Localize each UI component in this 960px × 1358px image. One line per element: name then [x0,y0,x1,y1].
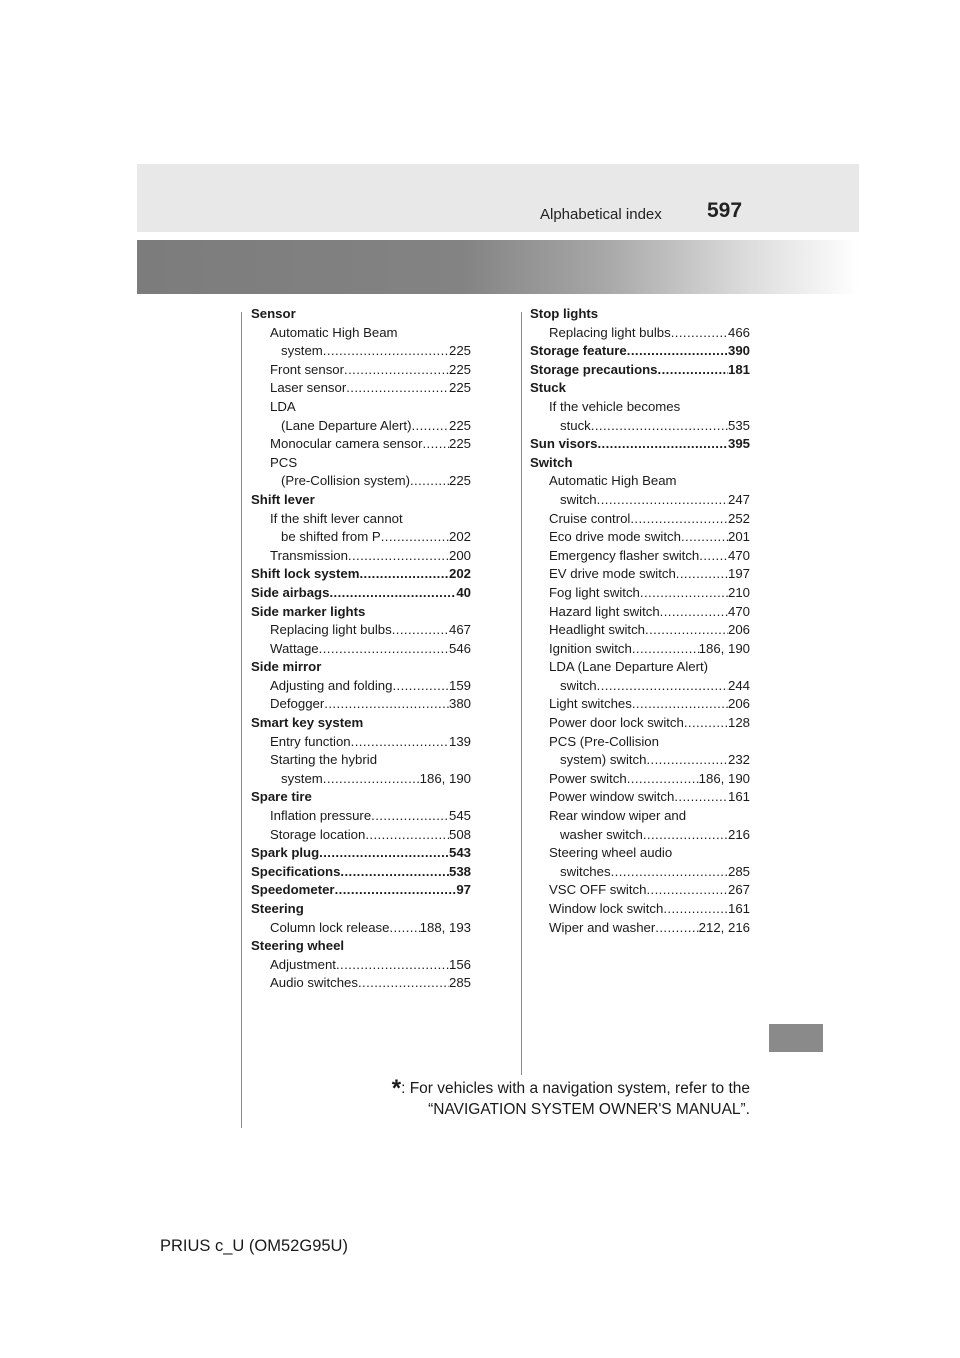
index-subentry [530,547,750,566]
index-heading [530,342,750,361]
entry-page-ref: 225 [448,361,471,377]
entry-label: Starting the hybrid [270,752,378,768]
entry-page-ref: 188, 193 [419,919,471,935]
entry-label: stuck [560,417,591,433]
entry-page-ref: 159 [448,677,471,693]
dot-leader [365,826,449,845]
dot-leader [351,733,449,752]
index-heading [251,844,471,863]
index-heading [530,454,750,473]
entry-page-ref: 156 [448,956,471,972]
entry-label: Stop lights [530,306,599,321]
entry-label: Fog light switch [549,584,640,600]
entry-label: (Lane Departure Alert) [281,417,412,433]
dot-leader [371,807,449,826]
entry-page-ref: 267 [727,882,750,898]
entry-label: switch [560,677,597,693]
entry-page-ref: 139 [448,733,471,749]
index-subentry [530,417,750,436]
dot-leader [319,844,449,863]
dot-leader [344,361,449,380]
entry-page-ref: 202 [448,566,471,582]
index-heading [530,305,750,324]
entry-label: Rear window wiper and [549,808,687,824]
index-subentry [251,919,471,938]
entry-label: Shift lock system [251,566,360,582]
entry-page-ref: 225 [448,473,471,489]
entry-page-ref: 390 [727,343,750,359]
entry-label: Smart key system [251,715,364,731]
entry-label: Storage precautions [530,361,658,377]
entry-label: PCS [270,454,298,470]
entry-page-ref: 197 [727,566,750,582]
dot-leader [597,677,728,696]
index-heading [251,584,471,603]
index-subentry [251,770,471,789]
entry-page-ref: 470 [727,547,750,563]
index-subentry [530,398,750,417]
entry-label: Light switches [549,696,632,712]
index-heading [530,361,750,380]
entry-page-ref: 380 [448,696,471,712]
index-subentry [530,900,750,919]
dot-leader [671,324,728,343]
dot-leader [591,417,728,436]
entry-page-ref: 161 [727,789,750,805]
entry-label: Stuck [530,380,566,396]
entry-label: Wiper and washer [549,919,656,935]
entry-page-ref: 247 [727,491,750,507]
entry-label: Ignition switch [549,640,632,656]
dot-leader [348,547,449,566]
index-subentry [530,603,750,622]
entry-label: Speedometer [251,882,335,898]
dot-leader [597,491,728,510]
entry-label: Storage feature [530,343,627,359]
index-heading [251,881,471,900]
entry-label: Hazard light switch [549,603,660,619]
dot-leader [381,528,449,547]
dot-leader [632,695,728,714]
dot-leader [646,881,728,900]
entry-page-ref: 545 [448,808,471,824]
index-subentry [251,324,471,343]
entry-label: Replacing light bulbs [549,324,671,340]
entry-page-ref: 470 [727,603,750,619]
entry-label: Headlight switch [549,622,646,638]
index-heading [251,863,471,882]
index-subentry [251,342,471,361]
index-subentry [251,435,471,454]
entry-page-ref: 97 [456,882,471,898]
dot-leader [422,435,449,454]
entry-label: Side marker lights [251,603,366,619]
index-column-left [251,305,471,993]
index-subentry [530,677,750,696]
entry-label: Monocular camera sensor [270,436,423,452]
index-subentry [530,844,750,863]
index-subentry [530,881,750,900]
index-subentry [251,956,471,975]
entry-page-ref: 225 [448,343,471,359]
entry-page-ref: 538 [448,863,471,879]
decorative-gradient-band [137,240,859,294]
page-number: 597 [707,199,743,222]
dot-leader [358,974,449,993]
entry-label: LDA (Lane Departure Alert) [549,659,709,675]
entry-label: Inflation pressure [270,808,372,824]
index-heading [251,788,471,807]
index-subentry [251,398,471,417]
index-subentry [530,640,750,659]
entry-label: Steering [251,901,304,916]
dot-leader [699,547,728,566]
index-subentry [530,472,750,491]
entry-label: switches [560,863,611,879]
index-subentry [530,751,750,770]
dot-leader [630,510,728,529]
entry-label: Adjustment [270,956,336,972]
dot-leader [392,677,449,696]
index-subentry [251,454,471,473]
dot-leader [323,342,449,361]
dot-leader [640,584,728,603]
dot-leader [660,603,728,622]
dot-leader [597,435,728,454]
entry-label: Adjusting and folding [270,677,393,693]
entry-page-ref: 225 [448,417,471,433]
entry-page-ref: 467 [448,622,471,638]
entry-page-ref: 244 [727,677,750,693]
left-margin-rule [241,312,242,1128]
dot-leader [655,919,698,938]
entry-label: Power switch [549,770,627,786]
index-subentry [251,733,471,752]
entry-label: Entry function [270,733,351,749]
entry-label: Eco drive mode switch [549,529,681,545]
index-subentry [530,826,750,845]
entry-page-ref: 216 [727,826,750,842]
dot-leader [410,472,449,491]
index-subentry [251,379,471,398]
entry-label: Spark plug [251,845,320,861]
dot-leader [335,881,457,900]
index-heading [251,603,471,622]
entry-page-ref: 201 [727,529,750,545]
entry-label: Specifications [251,863,341,879]
dot-leader [392,621,449,640]
dot-leader [324,695,449,714]
index-subentry [530,565,750,584]
entry-label: Storage location [270,826,366,842]
entry-label: Side mirror [251,659,322,675]
index-subentry [251,621,471,640]
entry-page-ref: 206 [727,622,750,638]
entry-label: Power window switch [549,789,675,805]
entry-label: Side airbags [251,584,330,600]
footnote [380,1075,750,1120]
index-subentry [251,807,471,826]
index-subentry [530,788,750,807]
entry-page-ref: 161 [727,901,750,916]
dot-leader [329,584,456,603]
entry-label: Automatic High Beam [549,473,677,489]
entry-label: Emergency flasher switch [549,547,700,563]
model-code: PRIUS c_U (OM52G95U) [160,1237,348,1255]
entry-label: Replacing light bulbs [270,622,392,638]
index-subentry [530,658,750,677]
dot-leader [411,417,449,436]
entry-page-ref: 186, 190 [698,640,750,656]
entry-page-ref: 186, 190 [419,770,471,786]
dot-leader [611,863,728,882]
entry-label: Window lock switch [549,901,664,916]
index-subentry [530,714,750,733]
index-heading [251,305,471,324]
index-subentry [530,491,750,510]
entry-page-ref: 40 [456,584,471,600]
entry-page-ref: 181 [727,361,750,377]
entry-page-ref: 232 [727,752,750,768]
index-subentry [530,621,750,640]
index-subentry [530,733,750,752]
entry-page-ref: 225 [448,380,471,396]
entry-page-ref: 206 [727,696,750,712]
dot-leader [676,565,728,584]
entry-label: system) switch [560,752,647,768]
entry-label: Cruise control [549,510,631,526]
entry-label: Automatic High Beam [270,324,398,340]
index-subentry [530,510,750,529]
entry-label: VSC OFF switch [549,882,647,898]
index-heading [251,900,471,919]
entry-label: Laser sensor [270,380,347,396]
entry-page-ref: 535 [727,417,750,433]
entry-page-ref: 285 [727,863,750,879]
index-subentry [251,547,471,566]
index-subentry [251,826,471,845]
index-subentry [251,677,471,696]
index-subentry [251,472,471,491]
dot-leader [340,863,449,882]
entry-label: Steering wheel [251,938,345,954]
entry-page-ref: 395 [727,436,750,452]
index-subentry [251,510,471,529]
entry-page-ref: 466 [727,324,750,340]
index-heading [251,565,471,584]
entry-label: Column lock release [270,919,390,935]
entry-page-ref: 546 [448,640,471,656]
entry-label: EV drive mode switch [549,566,676,582]
dot-leader [359,565,449,584]
dot-leader [674,788,728,807]
dot-leader [681,528,728,547]
entry-label: Shift lever [251,491,315,507]
index-subentry [251,640,471,659]
dot-leader [336,956,449,975]
column-divider [521,312,522,1075]
entry-page-ref: 508 [448,826,471,842]
footnote-line-1: : For vehicles with a navigation system, refer to the [401,1080,750,1097]
index-heading [251,658,471,677]
entry-label: Front sensor [270,361,345,377]
entry-label: (Pre-Collision system) [281,473,410,489]
entry-label: If the shift lever cannot [270,510,403,526]
dot-leader [627,342,728,361]
entry-label: system [281,343,323,359]
footnote-marker: * [391,1075,402,1102]
index-subentry [251,974,471,993]
dot-leader [319,640,449,659]
entry-page-ref: 210 [727,584,750,600]
entry-page-ref: 128 [727,715,750,731]
dot-leader [627,770,699,789]
entry-label: Spare tire [251,789,312,805]
index-heading [530,379,750,398]
entry-label: Audio switches [270,975,358,991]
entry-label: Transmission [270,547,348,563]
index-heading [251,714,471,733]
index-heading [251,491,471,510]
entry-page-ref: 225 [448,436,471,452]
index-subentry [530,528,750,547]
entry-page-ref: 212, 216 [698,919,750,935]
index-column-right [530,305,750,937]
index-heading [251,937,471,956]
index-subentry [530,807,750,826]
dot-leader [643,826,728,845]
dot-leader [389,919,419,938]
dot-leader [663,900,728,919]
dot-leader [632,640,699,659]
index-subentry [251,361,471,380]
entry-page-ref: 200 [448,547,471,563]
index-heading [530,435,750,454]
entry-label: Steering wheel audio [549,845,673,861]
index-subentry [530,770,750,789]
chapter-tab [769,1024,823,1052]
entry-label: system [281,770,323,786]
dot-leader [658,361,728,380]
index-subentry [251,417,471,436]
index-subentry [530,919,750,938]
entry-label: Sensor [251,306,296,321]
index-subentry [530,863,750,882]
entry-label: Wattage [270,640,319,656]
entry-page-ref: 285 [448,975,471,991]
index-subentry [251,528,471,547]
dot-leader [323,770,420,789]
dot-leader [645,621,728,640]
entry-page-ref: 202 [448,529,471,545]
entry-label: Power door lock switch [549,715,684,731]
index-subentry [251,751,471,770]
index-subentry [530,324,750,343]
dot-leader [346,379,449,398]
section-title: Alphabetical index [540,206,662,223]
entry-label: LDA [270,398,296,414]
entry-label: be shifted from P [281,529,381,545]
entry-label: Defogger [270,696,325,712]
entry-label: washer switch [560,826,643,842]
index-subentry [530,584,750,603]
dot-leader [646,751,728,770]
index-subentry [530,695,750,714]
index-subentry [251,695,471,714]
entry-label: Sun visors [530,436,598,452]
entry-label: switch [560,491,597,507]
entry-label: If the vehicle becomes [549,398,681,414]
dot-leader [684,714,728,733]
entry-page-ref: 186, 190 [698,770,750,786]
entry-page-ref: 543 [448,845,471,861]
entry-page-ref: 252 [727,510,750,526]
entry-label: Switch [530,454,573,470]
entry-label: PCS (Pre-Collision [549,733,659,749]
header-band [137,164,859,232]
footnote-line-2: “NAVIGATION SYSTEM OWNER'S MANUAL”. [428,1101,750,1118]
